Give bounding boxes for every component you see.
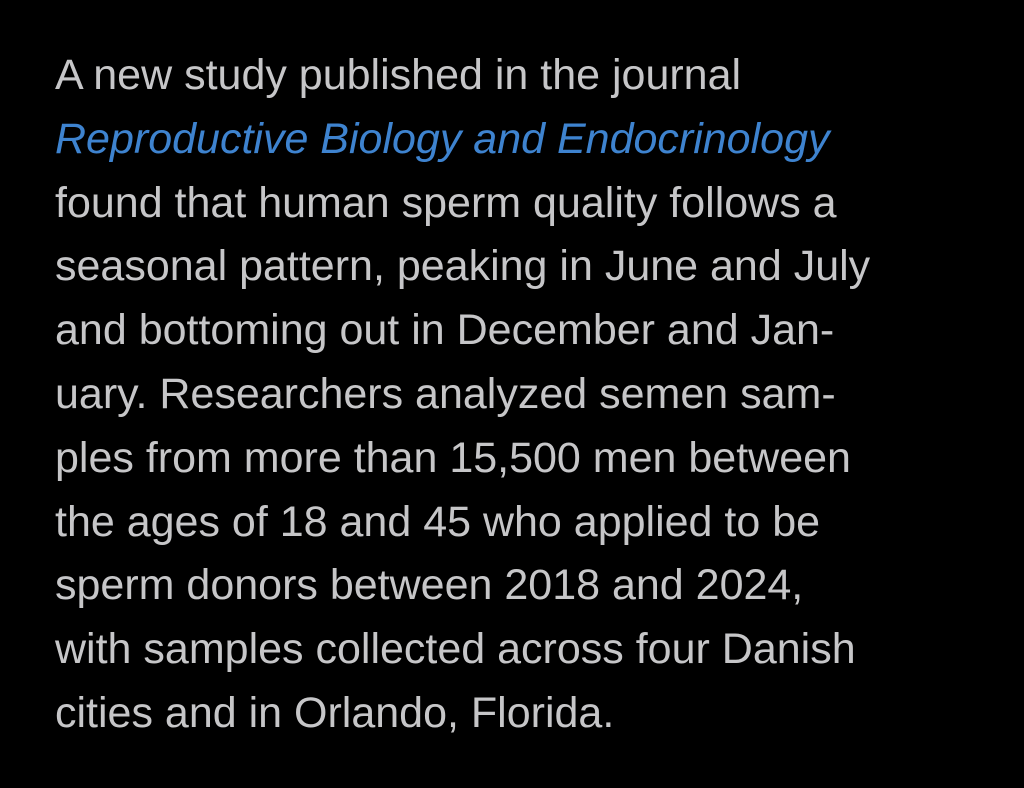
article-paragraph [55, 44, 1015, 746]
text-line-7: ples from more than 15,500 men between [55, 433, 851, 482]
text-line-10: with samples collected across four Danish [55, 625, 856, 674]
text-line-1: A new study published in the journal [55, 51, 742, 99]
text-line-4: seasonal pattern, peaking in June and July [55, 242, 871, 291]
text-line-8: the ages of 18 and 45 who applied to be [55, 497, 821, 546]
text-line-3: found that human sperm quality follows a [55, 178, 837, 227]
journal-name-link[interactable]: Reproductive Biology and Endocrinology [55, 114, 830, 163]
text-line-6: uary. Researchers analyzed semen sam- [55, 369, 836, 418]
text-line-9: sperm donors between 2018 and 2024, [55, 561, 804, 610]
text-line-11: cities and in Orlando, Florida. [55, 688, 615, 737]
text-line-5: and bottoming out in December and Jan- [55, 306, 835, 355]
